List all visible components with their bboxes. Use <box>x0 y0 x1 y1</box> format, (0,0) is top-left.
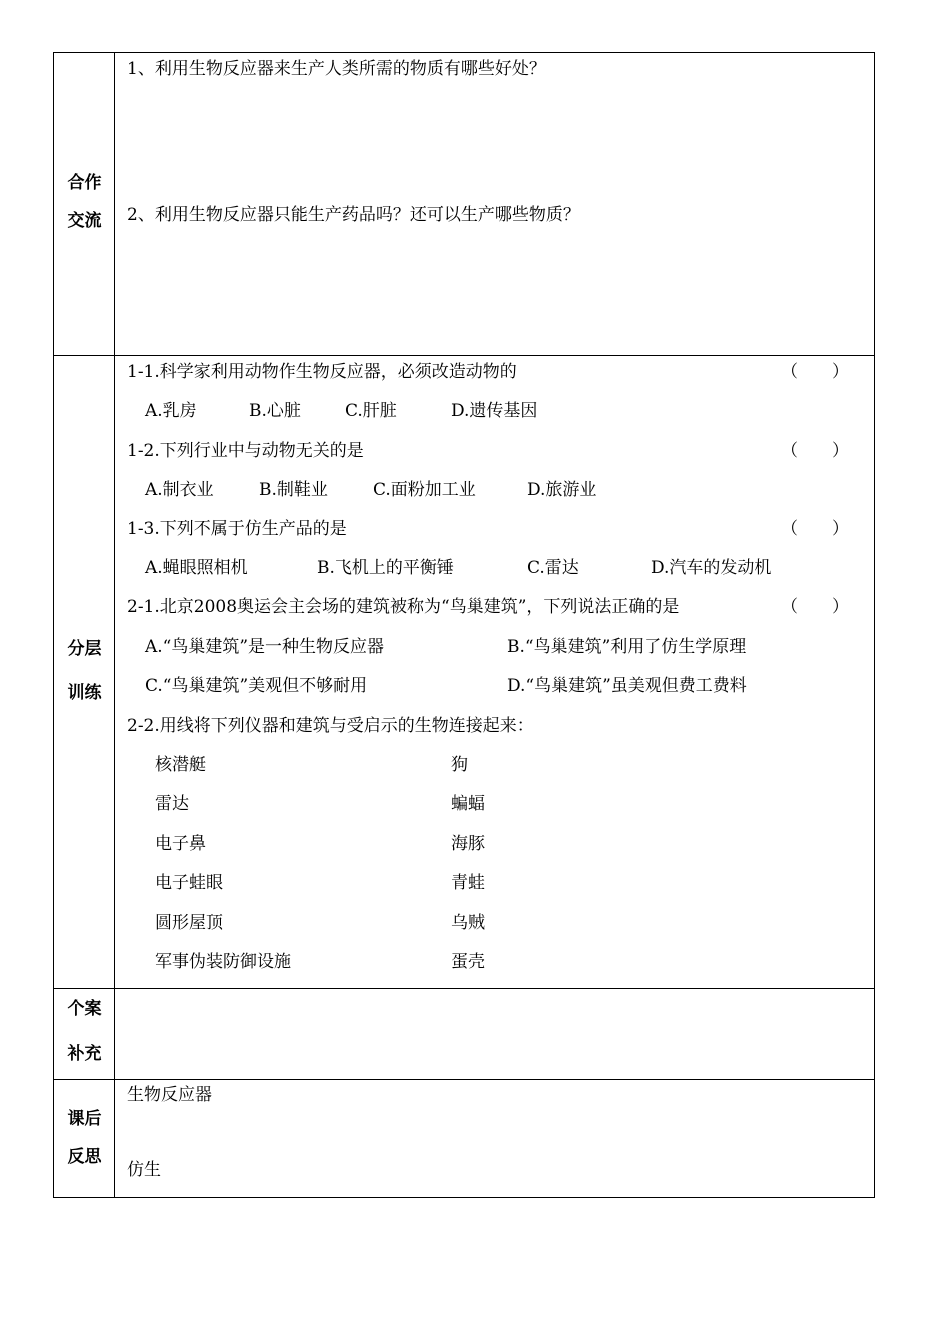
label-cooperate-line2: 交流 <box>67 211 102 231</box>
match-right-4: 青蛙 <box>451 873 485 893</box>
label-reflection-line1: 课后 <box>67 1109 102 1129</box>
label-supplement-line1: 个案 <box>67 999 102 1019</box>
option-2-1-b: B.“鸟巢建筑”利用了仿生学原理 <box>507 637 747 657</box>
label-reflection-line2: 反思 <box>67 1147 102 1167</box>
label-cell-cooperate <box>54 53 115 355</box>
option-1-2-d: D.旅游业 <box>527 480 597 500</box>
content-reflection <box>115 1080 874 1197</box>
answer-paren-1-1: （ ） <box>781 362 849 382</box>
match-left-2: 雷达 <box>155 794 189 814</box>
label-cell-training <box>54 356 115 988</box>
option-1-1-c: C.肝脏 <box>345 401 397 421</box>
option-1-3-a: A.蝇眼照相机 <box>145 558 248 578</box>
option-1-3-d: D.汽车的发动机 <box>651 558 772 578</box>
label-training-line2: 训练 <box>67 683 102 703</box>
question-cooperate-1: 1、利用生物反应器来生产人类所需的物质有哪些好处？ <box>127 59 546 79</box>
match-right-3: 海豚 <box>451 834 485 854</box>
option-1-1-b: B.心脏 <box>249 401 301 421</box>
match-right-2: 蝙蝠 <box>451 794 485 814</box>
content-training <box>115 356 874 988</box>
answer-paren-1-2: （ ） <box>781 441 849 461</box>
label-supplement-line2: 补充 <box>67 1044 102 1064</box>
option-1-2-c: C.面粉加工业 <box>373 480 476 500</box>
row-supplement <box>54 989 874 1080</box>
label-cooperate-line1: 合作 <box>67 173 102 193</box>
label-training-line1: 分层 <box>67 639 102 659</box>
option-1-1-a: A.乳房 <box>145 401 197 421</box>
match-left-6: 军事伪装防御设施 <box>155 952 291 972</box>
answer-paren-1-3: （ ） <box>781 519 849 539</box>
question-cooperate-2: 2、利用生物反应器只能生产药品吗？还可以生产哪些物质？ <box>127 205 580 225</box>
match-left-3: 电子鼻 <box>155 834 206 854</box>
match-right-1: 狗 <box>451 755 468 775</box>
label-cell-reflection <box>54 1080 115 1197</box>
label-cell-supplement <box>54 989 115 1079</box>
lesson-table <box>53 52 875 1198</box>
reflection-item-2: 仿生 <box>127 1160 161 1180</box>
reflection-item-1: 生物反应器 <box>127 1085 212 1105</box>
match-right-6: 蛋壳 <box>451 952 485 972</box>
row-training <box>54 356 874 989</box>
answer-paren-2-1: （ ） <box>781 597 849 617</box>
question-1-3: 1-3.下列不属于仿生产品的是 <box>127 519 347 539</box>
question-2-1: 2-1.北京2008奥运会主会场的建筑被称为“鸟巢建筑”，下列说法正确的是 <box>127 597 680 617</box>
option-2-1-a: A.“鸟巢建筑”是一种生物反应器 <box>145 637 385 657</box>
content-supplement <box>115 989 874 1079</box>
option-1-2-b: B.制鞋业 <box>259 480 328 500</box>
match-left-4: 电子蛙眼 <box>155 873 223 893</box>
match-right-5: 乌贼 <box>451 913 485 933</box>
option-1-3-c: C.雷达 <box>527 558 579 578</box>
row-cooperate <box>54 53 874 356</box>
content-cooperate <box>115 53 874 355</box>
row-reflection <box>54 1080 874 1197</box>
option-1-1-d: D.遗传基因 <box>451 401 538 421</box>
question-2-2: 2-2.用线将下列仪器和建筑与受启示的生物连接起来： <box>127 716 534 736</box>
option-1-3-b: B.飞机上的平衡锤 <box>317 558 454 578</box>
match-left-1: 核潜艇 <box>155 755 206 775</box>
question-1-2: 1-2.下列行业中与动物无关的是 <box>127 441 364 461</box>
option-2-1-d: D.“鸟巢建筑”虽美观但费工费料 <box>507 676 747 696</box>
option-1-2-a: A.制衣业 <box>145 480 214 500</box>
question-1-1: 1-1.科学家利用动物作生物反应器，必须改造动物的 <box>127 362 517 382</box>
match-left-5: 圆形屋顶 <box>155 913 223 933</box>
option-2-1-c: C.“鸟巢建筑”美观但不够耐用 <box>145 676 368 696</box>
